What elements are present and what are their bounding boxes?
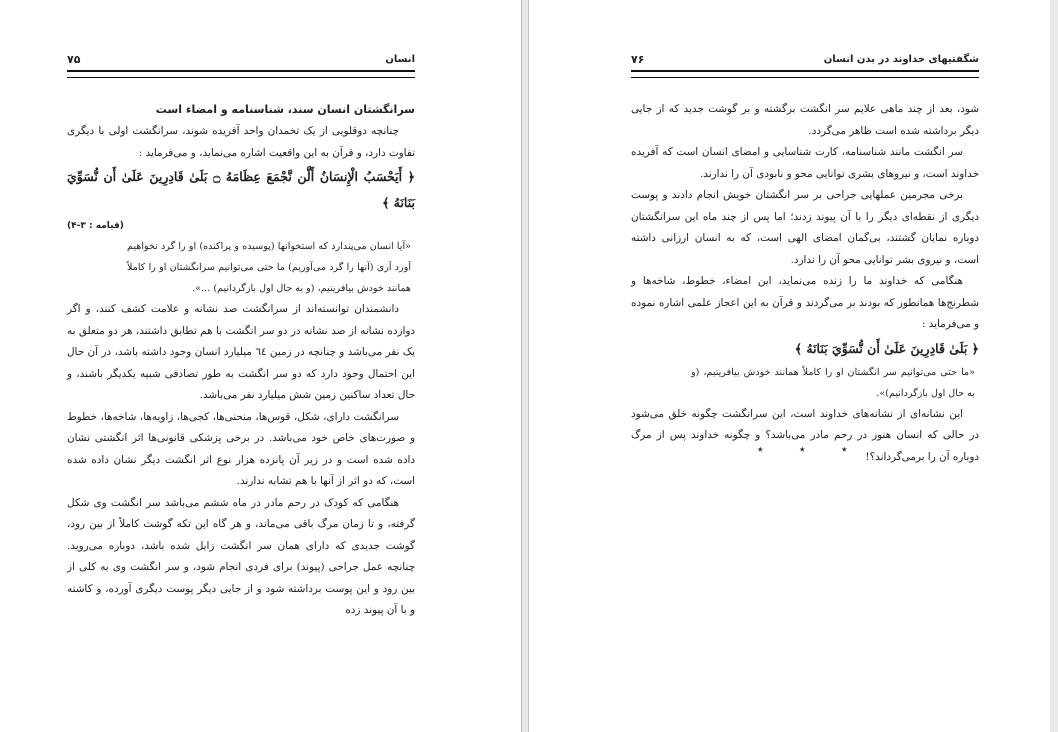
right-page-body bbox=[631, 99, 979, 468]
left-paragraph-2: دانشمندان توانسته‌اند از سرانگشت صد نشانه و علامت کشف کنند، و اگر دوازده نشانه از صد نشانه در دو سر انگشت با هم تطابق داشتند، هر دو متعلق به یک نفر می‌باشد و چنانچه در زمین ٦٤ میلیارد انسان وجود داشته باشد، در آن حال این احتمال وجود دارد که دو سر انگشت به طور تصادفی شبیه یکدیگر باشند، و حال تعداد ساکنین زمین شش میلیارد نفر می‌باشد. bbox=[67, 303, 415, 401]
left-page-number: ۷۵ bbox=[67, 53, 81, 66]
right-page-number: ۷۶ bbox=[631, 53, 645, 66]
separator-star-1: ٭ bbox=[757, 442, 764, 456]
right-quran-verse: ﴿ بَلَىٰ قَادِرِينَ عَلَىٰ أَن نُّسَوِّيَ بَنَانَهُ ﴾ bbox=[794, 340, 979, 356]
section-heading: سرانگشتان انسان سند، شناسنامه و امضاء است bbox=[155, 103, 415, 116]
right-page bbox=[528, 0, 1050, 732]
section-separator bbox=[757, 442, 857, 458]
right-page-header bbox=[631, 52, 979, 68]
verse-reference: (قیامه : ۳-۴) bbox=[67, 221, 124, 231]
left-header-rule bbox=[67, 70, 415, 78]
left-paragraph-3: سرانگشت دارای، شکل، قوس‌ها، منحنی‌ها، کجی‌ها، زاویه‌ها، شاخه‌ها، خطوط و صورت‌های خاص خود می‌باشد. در برخی پزشکی قانونی‌ها اثر انگشتی نشان داده شده است و در زیر آن پانزده هزار نوع اثر انگشت دیگر نشان داده شده است، که دو اثر از آنها با هم تشابه ندارند. bbox=[67, 410, 415, 487]
separator-star-2: ٭ bbox=[799, 442, 806, 456]
left-paragraph-1: چنانچه دوقلویی از یک تخمدان واحد آفریده شوند، سرانگشت اولی با دیگری تفاوت دارد، و قرآن به این واقعیت اشاره می‌نماید، و می‌فرماید : bbox=[67, 125, 415, 159]
right-paragraph-2: سر انگشت مانند شناسنامه، کارت شناسایی و امضای انسان است که آفریده خداوند است، و نیروهای بشری توانایی محو و نابودی آن را ندارند. bbox=[631, 146, 979, 180]
right-verse-translation: «ما حتی می‌توانیم سر انگشتان او را کاملاً همانند خودش بیافرینیم، (و به حال اول بازگردانیم)». bbox=[691, 366, 975, 399]
left-page-header bbox=[67, 52, 415, 68]
right-header-title: شگفتیهای خداوند در بدن انسان bbox=[823, 54, 979, 65]
right-header-rule bbox=[631, 70, 979, 78]
separator-star-3: ٭ bbox=[841, 442, 848, 456]
left-quran-verse: ﴿ أَيَحْسَبُ الْإِنسَانُ أَلَّن نَّجْمَعَ عِظَامَهُ ۝ بَلَىٰ قَادِرِينَ عَلَىٰ أَن نُّسَوِّيَ بَنَانَهُ ﴾ bbox=[67, 169, 415, 210]
left-page-body bbox=[67, 99, 415, 622]
left-paragraph-4: هنگامی که کودک در رحم مادر در ماه ششم می‌باشد سر انگشت وی شکل گرفته، و تا زمان مرگ باقی می‌ماند، و هر گاه این تکه گوشت کاملاً از بین رود، گوشت جدیدی که دارای همان سر انگشت زایل شده باشد، دوباره می‌روید. چنانچه عمل جراحی (پیوند) برای فردی انجام شود، و سر انگشت وی به کلی از بین رود و این پوست برداشته شود و از جایی دیگر پوست دیگری آورده، و کاشته و با آن پیوند زده bbox=[67, 496, 415, 616]
left-header-title: انسان bbox=[385, 54, 415, 65]
left-verse-translation: «آیا انسان می‌پندارد که استخوانها (پوسیده و پراکنده) او را گرد نخواهیم آورد آری (آنها را گرد می‌آوریم) ما حتی می‌توانیم سرانگشتان او را کاملاً همانند خودش بیافرینیم، (و به حال اول بازگردانیم) ...». bbox=[127, 241, 411, 294]
left-page bbox=[0, 0, 522, 732]
right-paragraph-4: هنگامی که خداوند ما را زنده می‌نماید، این امضاء، خطوط، شاخه‌ها و شطرنج‌ها همانطور که بودند بر می‌گردند و قرآن به این اعجاز علمی اشاره نموده و می‌فرماید : bbox=[631, 275, 979, 330]
right-paragraph-5: این نشانه‌ای از نشانه‌های خداوند است، این سرانگشت چگونه خلق می‌شود در حالی که انسان هنوز در رحم مادر می‌باشد؟ و چگونه خداوند پس از مرگ دوباره آن را برمی‌گرداند؟! bbox=[631, 407, 979, 463]
right-paragraph-1: شود، بعد از چند ماهی علایم سر انگشت برگشته و بر گوشت جدید که از جایی دیگر برداشته شده است ظاهر می‌گردد. bbox=[631, 103, 979, 137]
right-paragraph-3: برخی مجرمین عملهایی جراحی بر سر انگشتان خویش انجام دادند و پوست دیگری از نقطه‌ای دیگر را با آن پیوند زدند؛ اما پس از چند ماه این سرانگشتان دوباره نمایان گشتند، بی‌گمان امضای الهی است، که به انسان ارزانی داشته است، و نیروی بشر توانایی محو آن را ندارد. bbox=[631, 189, 979, 266]
